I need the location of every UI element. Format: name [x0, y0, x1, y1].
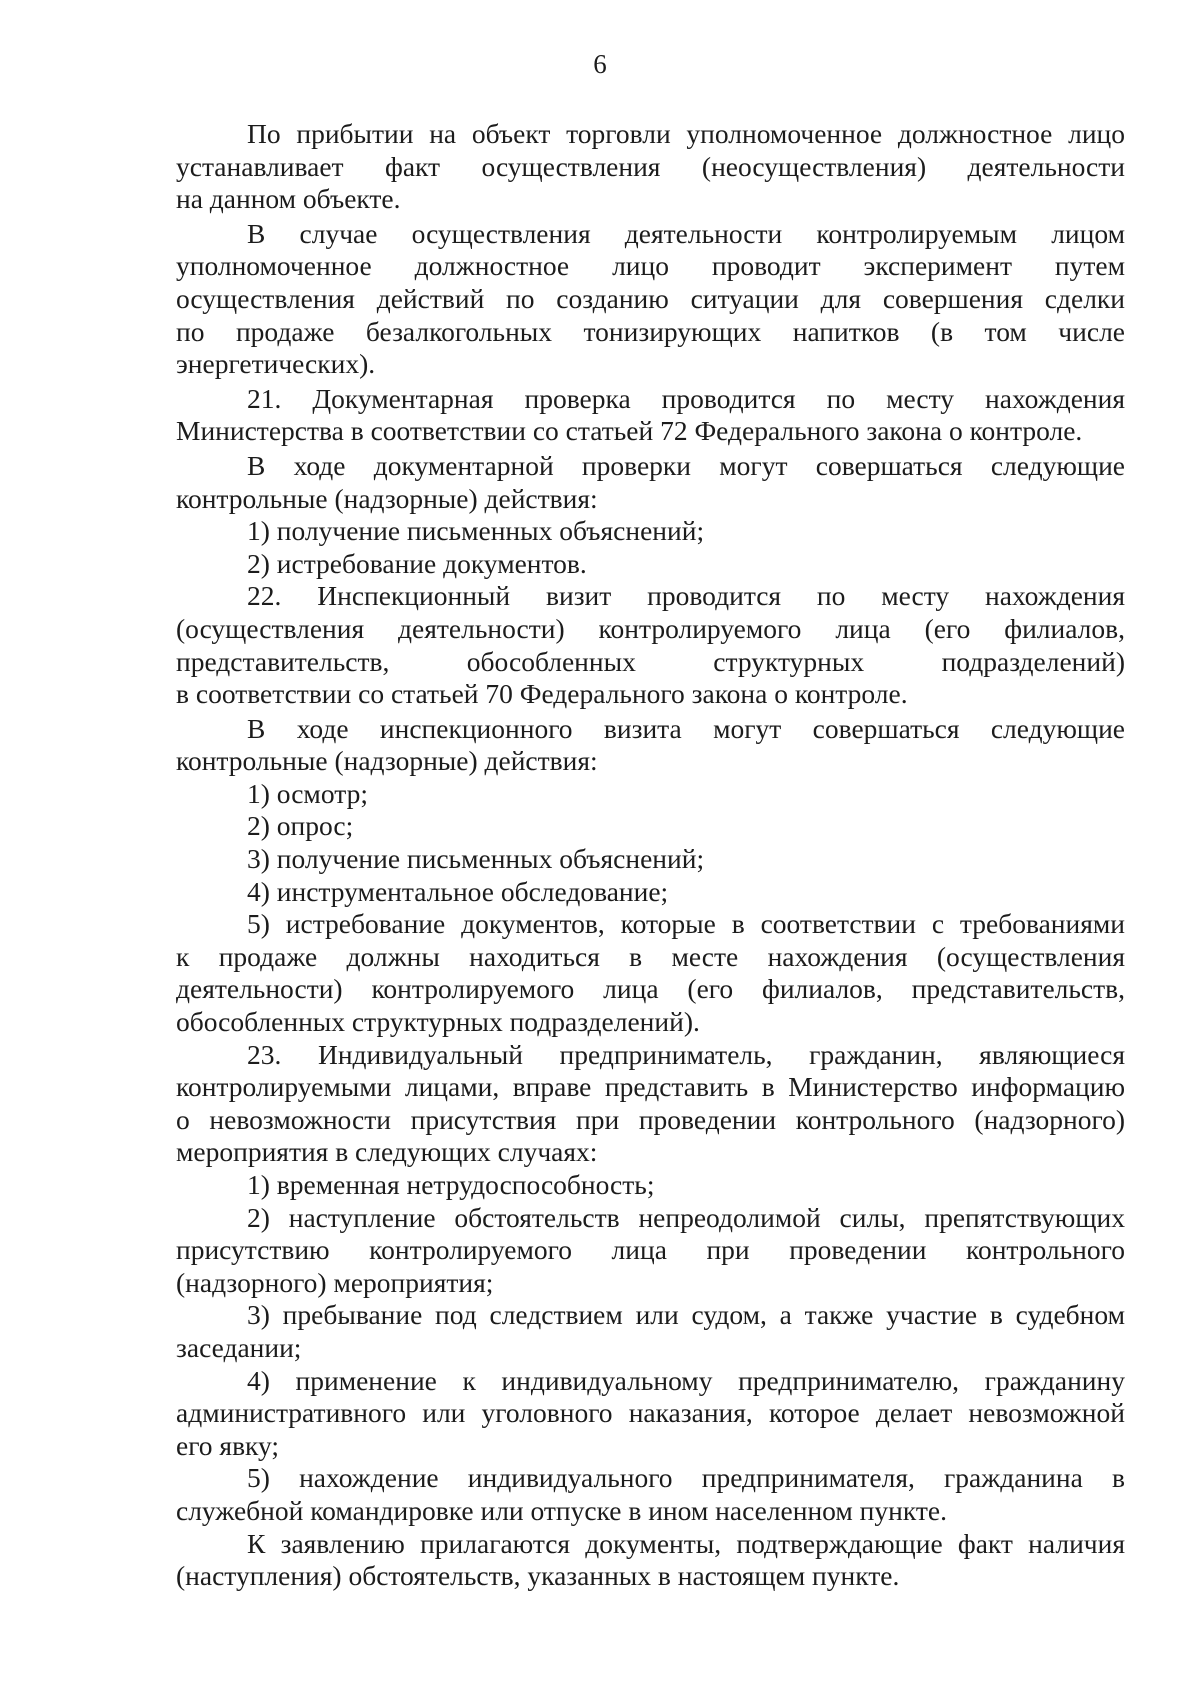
text-line: о невозможности присутствия при проведении контрольного (надзорного) — [176, 1103, 1125, 1135]
text-line: деятельности) контролируемого лица (его филиалов, представительств, — [176, 973, 1125, 1005]
text-line: 1) осмотр; — [247, 777, 368, 809]
text-line: уполномоченное должностное лицо проводит эксперимент путем — [176, 250, 1125, 282]
text-line: представительств, обособленных структурных подразделений) — [176, 645, 1125, 677]
text-line: энергетических). — [176, 348, 376, 380]
text-line: 2) опрос; — [247, 810, 354, 842]
list-item — [176, 908, 1125, 1038]
text-line: заседании; — [176, 1331, 302, 1363]
text-line: контролируемыми лицами, вправе представить в Министерство информацию — [176, 1071, 1125, 1103]
list-item — [176, 843, 1125, 876]
text-line: 3) пребывание под следствием или судом, а также участие в судебном — [247, 1299, 1125, 1331]
text-line: устанавливает факт осуществления (неосуществления) деятельности — [176, 150, 1125, 182]
text-line: 4) инструментальное обследование; — [247, 875, 669, 907]
list-item — [176, 810, 1125, 843]
paragraph-23 — [176, 1039, 1125, 1169]
text-line: В ходе документарной проверки могут совершаться следующие — [247, 449, 1125, 481]
text-line: 5) истребование документов, которые в соответствии с требованиями — [247, 908, 1125, 940]
text-line: 22. Инспекционный визит проводится по месту нахождения — [247, 580, 1125, 612]
document-body — [176, 118, 1125, 1593]
list-item — [176, 1202, 1125, 1300]
list-item — [176, 1365, 1125, 1463]
text-line: Министерства в соответствии со статьей 72 Федерального закона о контроле. — [176, 415, 1083, 447]
text-line: (надзорного) мероприятия; — [176, 1266, 494, 1298]
text-line: 1) временная нетрудоспособность; — [247, 1169, 655, 1200]
text-line: 21. Документарная проверка проводится по месту нахождения — [247, 382, 1125, 414]
text-line: (наступления) обстоятельств, указанных в настоящем пункте. — [176, 1560, 900, 1592]
paragraph-22 — [176, 580, 1125, 710]
text-line: контрольные (надзорные) действия: — [176, 482, 598, 514]
list-item — [176, 515, 1125, 548]
list-item — [176, 778, 1125, 811]
text-line: осуществления действий по созданию ситуации для совершения сделки — [176, 282, 1125, 314]
text-line: 1) получение письменных объяснений; — [247, 515, 705, 547]
text-line: административного или уголовного наказания, которое делает невозможной — [176, 1397, 1125, 1429]
paragraph-arrival — [176, 118, 1125, 216]
text-line: мероприятия в следующих случаях: — [176, 1136, 598, 1168]
paragraph-documentary-actions — [176, 450, 1125, 515]
text-line: По прибытии на объект торговли уполномоченное должностное лицо — [247, 118, 1125, 149]
text-line: В случае осуществления деятельности контролируемым лицом — [247, 217, 1125, 249]
text-line: контрольные (надзорные) действия: — [176, 745, 598, 777]
text-line: 2) истребование документов. — [247, 547, 587, 579]
text-line: 3) получение письменных объяснений; — [247, 843, 705, 875]
text-line: 2) наступление обстоятельств непреодолимой силы, препятствующих — [247, 1201, 1125, 1233]
text-line: в соответствии со статьей 70 Федерального закона о контроле. — [176, 678, 908, 710]
paragraph-experiment — [176, 218, 1125, 381]
text-line: 23. Индивидуальный предприниматель, гражданин, являющиеся — [247, 1038, 1125, 1070]
paragraph-21 — [176, 383, 1125, 448]
page-number: 6 — [593, 49, 607, 79]
text-line: к продаже должны находиться в месте нахождения (осуществления — [176, 940, 1125, 972]
text-line: 4) применение к индивидуальному предпринимателю, гражданину — [247, 1364, 1125, 1396]
text-line: В ходе инспекционного визита могут совершаться следующие — [247, 712, 1125, 744]
list-item — [176, 1462, 1125, 1527]
list-item — [176, 1299, 1125, 1364]
text-line: его явку; — [176, 1429, 280, 1461]
text-line: К заявлению прилагаются документы, подтверждающие факт наличия — [247, 1527, 1125, 1559]
list-item — [176, 1169, 1125, 1202]
text-line: 5) нахождение индивидуального предпринимателя, гражданина в — [247, 1462, 1125, 1494]
text-line: (осуществления деятельности) контролируемого лица (его филиалов, — [176, 612, 1125, 644]
text-line: служебной командировке или отпуске в ином населенном пункте. — [176, 1494, 947, 1526]
text-line: обособленных структурных подразделений). — [176, 1006, 700, 1038]
paragraph-inspection-actions — [176, 713, 1125, 778]
text-line: на данном объекте. — [176, 183, 401, 215]
text-line: по продаже безалкогольных тонизирующих напитков (в том числе — [176, 315, 1125, 347]
paragraph-attachments — [176, 1528, 1125, 1593]
list-item — [176, 548, 1125, 581]
text-line: присутствию контролируемого лица при проведении контрольного — [176, 1234, 1125, 1266]
list-item — [176, 876, 1125, 909]
